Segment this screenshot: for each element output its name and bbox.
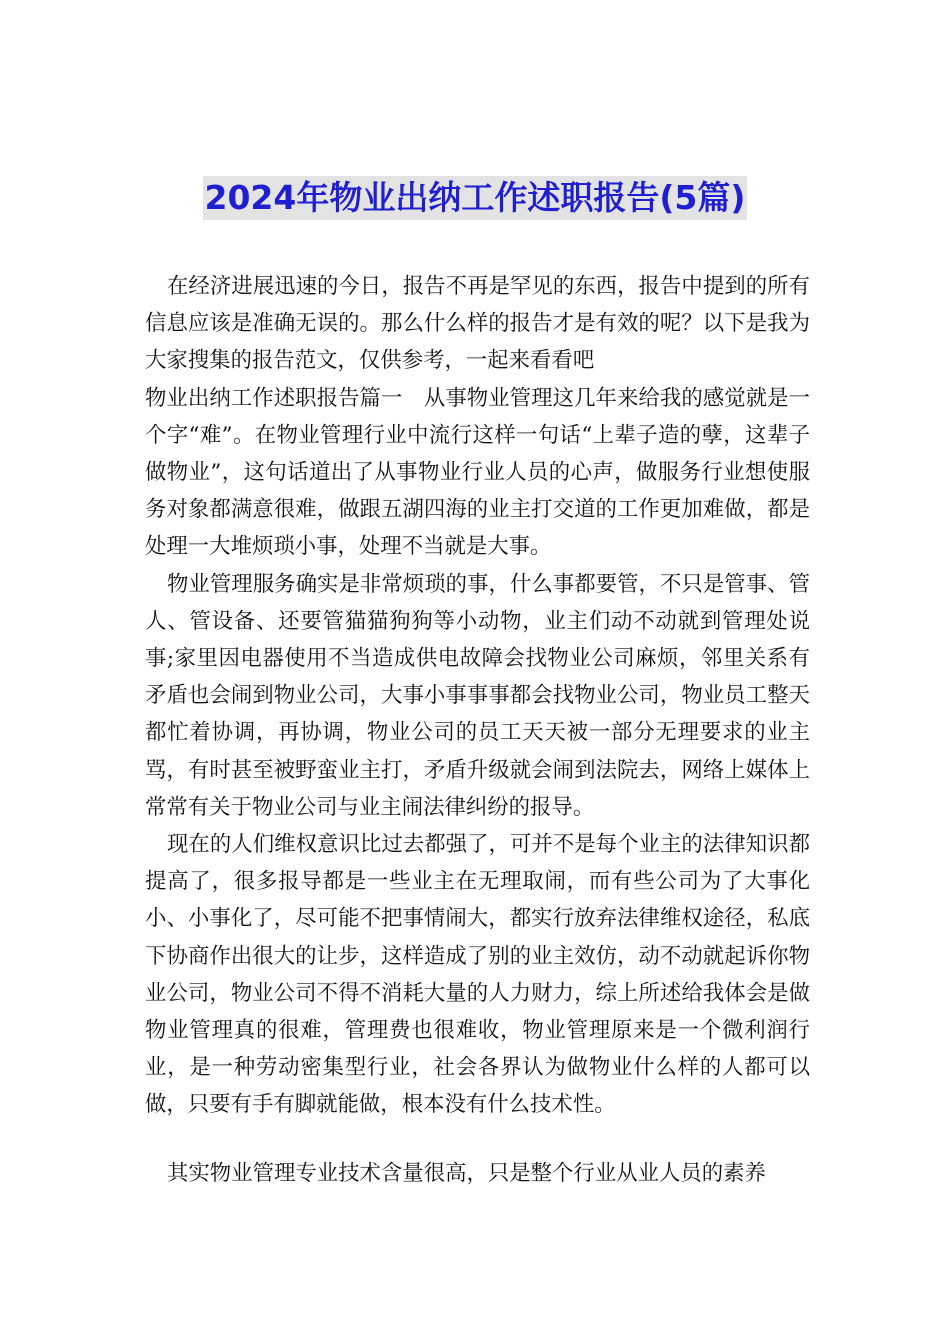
paragraph-intro: 在经济进展迅速的今日，报告不再是罕见的东西，报告中提到的所有信息应该是准确无误的。那么什么样的报告才是有效的呢？以下是我为大家搜集的报告范文，仅供参考，一起来看看吧 — [145, 274, 810, 374]
title-container — [0, 176, 950, 220]
document-title: 2024年物业出纳工作述职报告(5篇) — [203, 176, 748, 220]
paragraph-technical-content: 其实物业管理专业技术含量很高，只是整个行业从业人员的素养 — [167, 1161, 766, 1186]
paragraph-rights-awareness: 现在的人们维权意识比过去都强了，可并不是每个业主的法律知识都提高了，很多报导都是一些业主在无理取闹，而有些公司为了大事化小、小事化了，尽可能不把事情闹大，都实行放弃法律维权途径，私底下协商作出很大的让步，这样造成了别的业主效仿，动不动就起诉你物业公司，物业公司不得不消耗大量的人力财力，综上所述给我体会是做物业管理真的很难，管理费也很难收，物业管理原来是一个微利润行业，是一种劳动密集型行业，社会各界认为做物业什么样的人都可以做，只要有手有脚就能做，根本没有什么技术性。 — [145, 832, 810, 1118]
paragraph-property-service: 物业管理服务确实是非常烦琐的事，什么事都要管，不只是管事、管人、管设备、还要管猫猫狗狗等小动物，业主们动不动就到管理处说事;家里因电器使用不当造成供电故障会找物业公司麻烦，邻里关系有矛盾也会闹到物业公司，大事小事事事都会找物业公司，物业员工整天都忙着协调，再协调，物业公司的员工天天被一部分无理要求的业主骂，有时甚至被野蛮业主打，矛盾升级就会闹到法院去，网络上媒体上常常有关于物业公司与业主闹法律纠纷的报导。 — [145, 571, 810, 820]
paragraph-section-one: 物业出纳工作述职报告篇一 从事物业管理这几年来给我的感觉就是一个字“难”。在物业管理行业中流行这样一句话“上辈子造的孽，这辈子做物业”，这句话道出了从事物业行业人员的心声，做服务行业想使服务对象都满意很难，做跟五湖四海的业主打交道的工作更加难做，都是处理一大堆烦琐小事，处理不当就是大事。 — [145, 385, 810, 560]
document-body — [145, 268, 810, 1124]
